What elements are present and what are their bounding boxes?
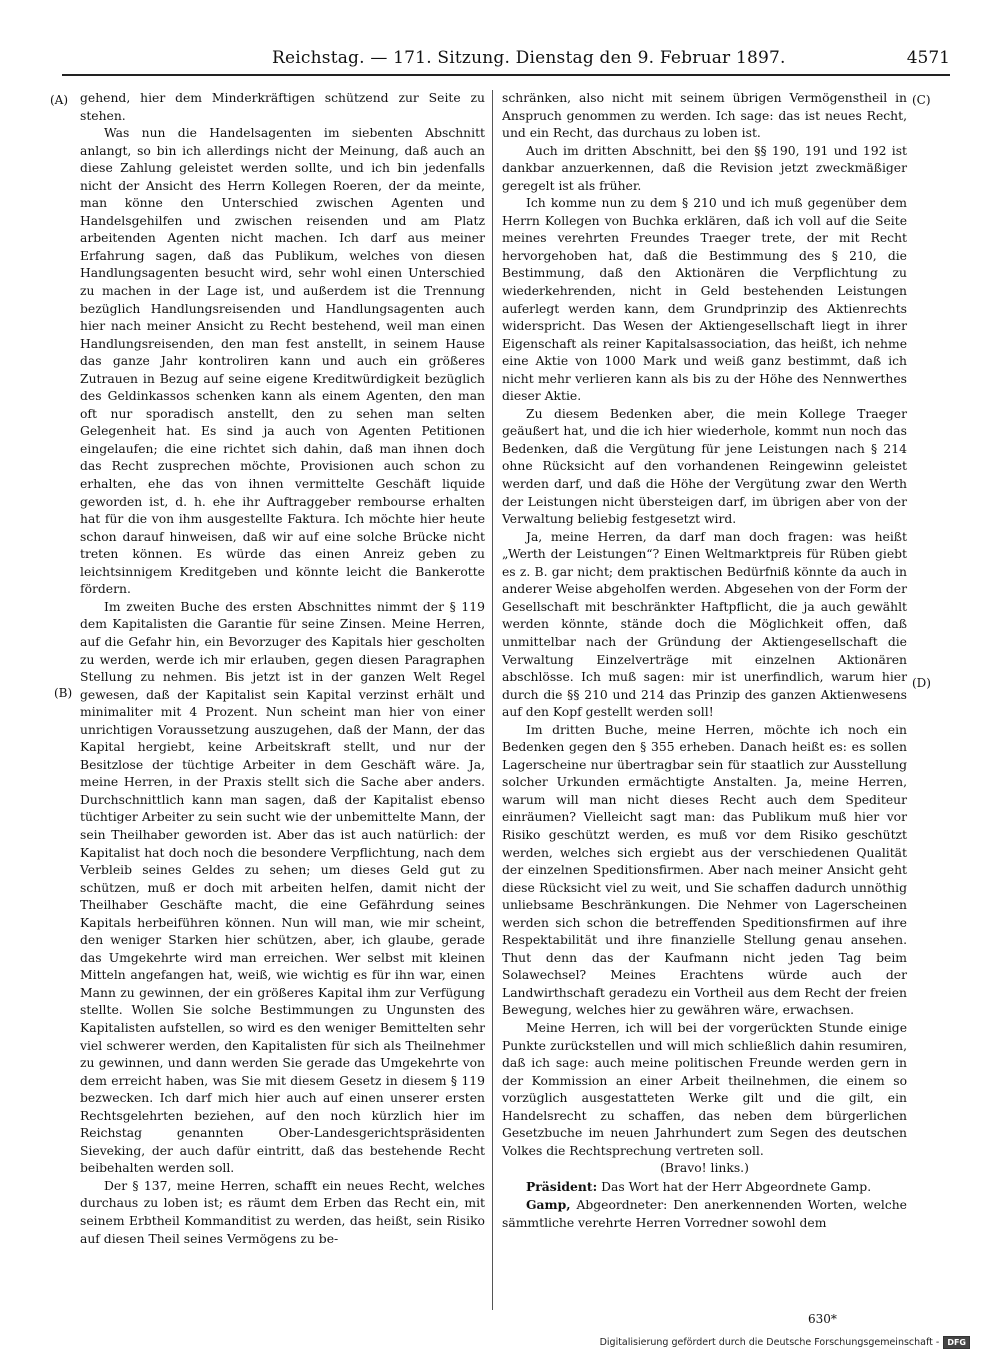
margin-marker-b: (B) (54, 686, 73, 700)
applause-note: (Bravo! links.) (660, 1161, 749, 1176)
dfg-logo-icon: DFG (943, 1336, 970, 1349)
paragraph: Was nun die Handelsagenten im siebenten Abschnitt anlangt, so bin ich allerdings nicht der Meinung, daß auch an diese Zahlung geleistet werden sollte, und ich bin jedenfalls nicht der Ansicht des Herrn Kollegen Roeren, der da meinte, man könne den Unterschied zwischen Agenten und Handelsgehilfen und zwischen reisenden und am Platz arbeitenden Agenten nicht machen. Ich darf aus meiner Erfahrung sagen, daß das Publikum, welches von diesen Handlungsagenten besucht wird, sehr wohl einen Unterschied zu machen in der Lage ist, und außerdem ist die Trennung bezüglich Handlungsreisenden und Handlungsagenten auch hier nach meiner Ansicht zu Recht bestehend, weil man einen Handlungsreisenden, den man fest anstellt, in seinem Hause das ganze Jahr kontroliren kann und auch ein größeres Zutrauen in Bezug auf seine eigene Kreditwürdigkeit bezüglich des Geldinkassos schenken kann als einem Agenten, den man oft nur sporadisch anstellt, den zu sehen man selten Gelegenheit hat. Es sind ja auch von Agenten Petitionen eingelaufen; die eine richtet sich dahin, daß man ihnen doch das Recht zusprechen möchte, Provisionen auch schon zu erhalten, ehe das von ihnen vermittelte Geschäft liquide geworden ist, d. h. ehe ihr Auftraggeber rembourse erhalten hat für die von ihm ausgestellte Faktura. Ich möchte hier heute schon darauf hinweisen, daß wir auf eine solche Brücke nicht treten können. Es würde das einen Anreiz geben zu leichtsinnigem Kreditgeben und könnte leicht die Bankerotte fördern. (80, 126, 485, 597)
page-number: 4571 (906, 48, 950, 68)
paragraph: Ja, meine Herren, da darf man doch fragen: was heißt „Werth der Leistungen“? Einen Weltmarktpreis für Rüben giebt es z. B. gar nicht; dem praktischen Bedürfniß könnte da auch in anderer Weise abgeholfen werden. Abgesehen von der Form der Gesellschaft mit beschränkter Haftpflicht, die ja auch gewählt werden könnte, stände doch die Möglichkeit offen, daß unmittelbar nach der Gründung der Aktiengesellschaft die Verwaltung Einzelverträge mit einzelnen Aktionären abschlösse. Ich muß sagen: mir ist unerfindlich, warum hier durch die §§ 210 und 214 das Prinzip des ganzen Aktienwesens auf den Kopf gestellt werden soll! (502, 529, 907, 720)
paragraph: gehend, hier dem Minderkräftigen schützend zur Seite zu stehen. (80, 91, 485, 123)
margin-marker-a: (A) (50, 93, 69, 107)
speaker-name: Präsident: (526, 1178, 598, 1194)
speaker-name: Gamp, (526, 1197, 571, 1213)
signature-mark: 630* (808, 1312, 837, 1326)
margin-marker-d: (D) (912, 676, 931, 690)
header-title: Reichstag. — 171. Sitzung. Dienstag den 9. Februar 1897. (272, 48, 786, 68)
right-column (502, 90, 907, 1233)
speech-text: Das Wort hat der Herr Abgeordnete Gamp. (601, 1179, 872, 1194)
column-divider (492, 90, 493, 1310)
margin-marker-c: (C) (912, 93, 931, 107)
footer-text: Digitalisierung gefördert durch die Deutsche Forschungsgemeinschaft - (599, 1337, 940, 1348)
footer-credit (600, 1336, 970, 1349)
page-header (62, 44, 950, 76)
paragraph: Auch im dritten Abschnitt, bei den §§ 190, 191 und 192 ist dankbar anzuerkennen, daß die Revision jetzt zweckmäßiger geregelt ist als früher. (502, 143, 907, 193)
paragraph: Im zweiten Buche des ersten Abschnittes nimmt der § 119 dem Kapitalisten die Garantie für seine Zinsen. Meine Herren, auf die Gefahr hin, ein Bevorzuger des Kapitals hier gescholten zu werden, werde ich mir erlauben, gegen diesen Paragraphen Stellung zu nehmen. Bis jetzt ist in der ganzen Welt Regel gewesen, daß der Kapitalist sein Kapital verzinst erhält und minimaliter mit 4 Prozent. Nun scheint man hier von einer unrichtigen Voraussetzung auszugehen, daß der Mann, der das Kapital hergiebt, keine Arbeitskraft stellt, und nur der Besitzlose der tüchtige Arbeiter in dem Geschäft wäre. Ja, meine Herren, in der Praxis stellt sich die Sache aber anders. Durchschnittlich kann man sagen, daß der Kapitalist ebenso tüchtiger Arbeiter zu sein sucht wie der unbemittelte Mann, der sein Theilhaber geworden ist. Aber das ist auch natürlich: der Kapitalist hat doch noch die besondere Verpflichtung, nach dem Verbleib seines Geldes zu sehen; um dieses Geld gut zu schützen, muß er doch mit arbeiten helfen, damit nicht der Theilhaber Geschäfte macht, die eine Gefährdung seines Kapitals herbeiführen können. Nun will man, wie mir scheint, den weniger Starken hier schützen, aber, ich glaube, gerade das Umgekehrte wird man erreichen. Wer selbst mit kleinen Mitteln angefangen hat, weiß, wie wichtig es für ihn war, einen Mann zu gewinnen, der ein größeres Kapital ihm zur Verfügung stellte. Wollen Sie solche Bestimmungen zu Ungunsten des Kapitalisten aufstellen, so wird es den weniger Bemittelten sehr viel schwerer werden, den Kapitalisten für sich als Theilnehmer zu gewinnen, und dann werden Sie gerade das Umgekehrte von dem erreicht haben, was Sie mit diesem Gesetz in diesem § 119 bezwecken. Ich darf mich hier auch auf einen unserer ersten Rechtsgelehrten beziehen, auf den noch kürzlich hier im Reichstag genannten Ober-Landesgerichtspräsidenten Sieveking, der auch dafür eintritt, daß das bestehende Recht beibehalten werden soll. (80, 599, 485, 1176)
left-column (80, 90, 485, 1248)
paragraph: Ich komme nun zu dem § 210 und ich muß gegenüber dem Herrn Kollegen von Buchka erklären, daß ich voll auf die Seite meines verehrten Freundes Traeger trete, der mit Recht hervorgehoben hat, daß die Bestimmung des § 210, die Bestimmung, daß den Aktionären die Verpflichtung zu wiederkehrenden, nicht in Geld bestehenden Leistungen auferlegt werden kann, dem Grundprinzip des Aktienrechts widerspricht. Das Wesen der Aktiengesellschaft liegt in ihrer Eigenschaft als reiner Kapitalsassociation, das heißt, ich nehme eine Aktie von 1000 Mark und weiß ganz bestimmt, daß ich nicht mehr verlieren kann als bis zu der Höhe des Nennwerthes dieser Aktie. (502, 196, 907, 404)
paragraph: Der § 137, meine Herren, schafft ein neues Recht, welches durchaus zu loben ist; es räumt dem Erben das Recht ein, mit seinem Erbtheil Kommanditist zu werden, das heißt, sein Risiko auf diesen Theil seines Vermögens zu be- (80, 1178, 485, 1246)
paragraph: Im dritten Buche, meine Herren, möchte ich noch ein Bedenken gegen den § 355 erheben. Danach heißt es: es sollen Lagerscheine nur übertragbar sein für staatlich zur Ausstellung solcher Urkunden ermächtigte Anstalten. Ja, meine Herren, warum will man nicht dieses Recht auch dem Spediteur einräumen? Vielleicht sagt man: das Publikum muß hier vor Risiko geschützt werden, es muß vor dem Risiko geschützt werden, welches sich ergiebt aus der verschiedenen Qualität der einzelnen Speditionsfirmen. Aber nach meiner Ansicht geht diese Rücksicht viel zu weit, und Sie schaffen dadurch unnöthig unliebsame Beschränkungen. Die Nehmer von Lagerscheinen werden sich schon die betreffenden Speditionsfirmen auf ihre Respektabilität und ihre finanzielle Stellung genau ansehen. Thut denn das der Kaufmann nicht jeden Tag beim Solawechsel? Meines Erachtens würde auch der Landwirthschaft geradezu ein Vortheil aus dem Recht der freien Bewegung, welches hier zu gewähren wäre, erwachsen. (502, 722, 907, 1018)
gamp-speech (502, 1196, 907, 1232)
paragraph: Meine Herren, ich will bei der vorgerückten Stunde einige Punkte zurückstellen und will mich schließlich dahin resumiren, daß ich sage: auch meine politischen Freunde werden gern in der Kommission an einer Arbeit theilnehmen, die einem so vorzüglich ausgestatteten Werke gilt und die gilt, ein Handelsrecht zu schaffen, das neben dem bürgerlichen Gesetzbuche im neuen Jahrhundert zum Segen des deutschen Volkes die Rechtsprechung vertreten soll. (502, 1020, 907, 1158)
speech-text: Abgeordneter: Den anerkennenden Worten, welche sämmtliche verehrte Herren Vorredner sowohl dem (502, 1198, 907, 1230)
president-remark (502, 1178, 907, 1197)
paragraph: Zu diesem Bedenken aber, die mein Kollege Traeger geäußert hat, und die ich hier wiederhole, kommt nun noch das Bedenken, daß die Vergütung für jene Leistungen nach § 214 ohne Rücksicht auf den vorhandenen Reingewinn geleistet werden darf, und daß die Höhe der Vergütung zwar den Werth der Leistungen nicht übersteigen darf, im übrigen aber von der Verwaltung beliebig festgesetzt wird. (502, 406, 907, 527)
paragraph: schränken, also nicht mit seinem übrigen Vermögenstheil in Anspruch genommen zu werden. Ich sage: das ist neues Recht, und ein Recht, das durchaus zu loben ist. (502, 91, 907, 141)
